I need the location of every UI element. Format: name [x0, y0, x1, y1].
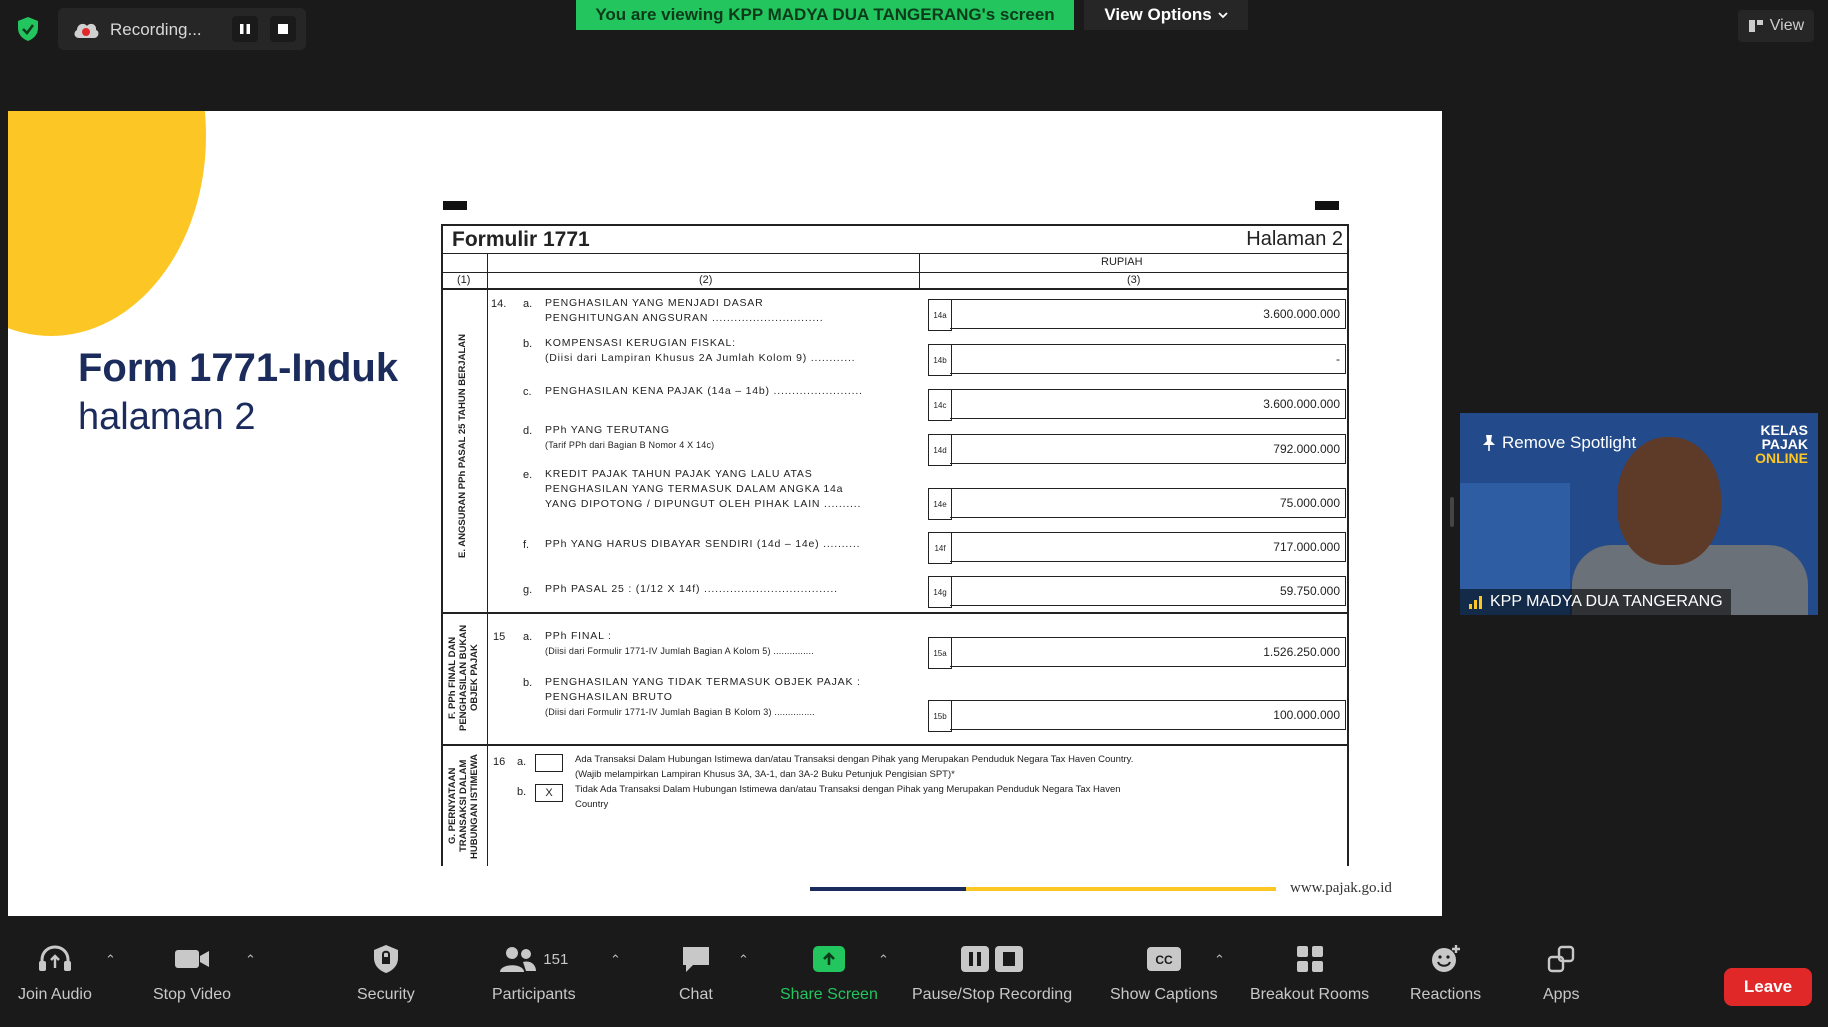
row-14d-line1: PPh YANG TERUTANG — [545, 424, 670, 436]
code-14f: 14f — [928, 532, 952, 564]
breakout-rooms-label: Breakout Rooms — [1250, 986, 1370, 1003]
view-options-label: View Options — [1104, 5, 1212, 24]
reactions-button[interactable] — [1410, 940, 1481, 1004]
value-14a: 3.600.000.000 — [950, 299, 1346, 329]
value-15b: 100.000.000 — [950, 700, 1346, 730]
panel-resize-handle[interactable] — [1450, 497, 1454, 527]
row-letter: a. — [517, 756, 527, 768]
audio-options-caret[interactable]: ⌃ — [105, 952, 116, 967]
row-number: 14. — [491, 298, 507, 310]
leave-button[interactable] — [1724, 968, 1812, 1006]
cloud-recording-icon — [72, 18, 100, 40]
row-16b-line1: Tidak Ada Transaksi Dalam Hubungan Istimewa dan/atau Transaksi dengan Pihak yang Merupakan Penduduk Negara Tax Haven — [575, 784, 1121, 795]
slide-title: Form 1771-Induk — [78, 346, 399, 390]
col-3-label: (3) — [1127, 274, 1141, 286]
row-letter: g. — [523, 584, 533, 596]
row-14e-text — [545, 467, 861, 512]
brand-line-1: KELAS — [1760, 422, 1808, 438]
remove-spotlight-label: Remove Spotlight — [1502, 433, 1637, 452]
chat-label: Chat — [679, 986, 713, 1003]
value-14f: 717.000.000 — [950, 532, 1346, 562]
join-audio-label: Join Audio — [18, 986, 92, 1003]
participants-button[interactable] — [492, 940, 576, 1004]
checkbox-16b: X — [535, 784, 563, 802]
footer-url: www.pajak.go.id — [1290, 880, 1392, 896]
row-14a-line2: PENGHITUNGAN ANGSURAN .............................. — [545, 312, 824, 324]
show-captions-button[interactable] — [1110, 940, 1218, 1004]
apps-icon — [1546, 944, 1576, 974]
recording-indicator — [58, 8, 306, 50]
value-14c: 3.600.000.000 — [950, 389, 1346, 419]
banner-text: You are viewing KPP MADYA DUA TANGERANG's screen — [595, 5, 1055, 24]
code-14b: 14b — [928, 344, 952, 376]
form-page: Halaman 2 — [1246, 228, 1343, 250]
slide-subtitle: halaman 2 — [78, 396, 256, 438]
shield-check-icon[interactable] — [16, 16, 40, 42]
section-divider — [443, 744, 1347, 746]
value-14g: 59.750.000 — [950, 576, 1346, 606]
row-15b-text — [545, 675, 861, 720]
row-16b-text — [575, 782, 1121, 812]
stop-recording-button[interactable] — [270, 16, 296, 42]
form-header — [443, 226, 1347, 254]
registration-mark-left — [443, 201, 467, 210]
section-divider — [443, 612, 1347, 614]
participants-options-caret[interactable]: ⌃ — [610, 952, 621, 967]
row-15a-note: (Diisi dari Formulir 1771-IV Jumlah Bagian A Kolom 5) ............... — [545, 646, 814, 656]
pause-recording-icon — [960, 945, 990, 973]
pin-icon — [1482, 434, 1496, 452]
row-letter: c. — [523, 386, 532, 398]
row-14e-line3: YANG DIPOTONG / DIPUNGUT OLEH PIHAK LAIN .......... — [545, 498, 862, 510]
row-14f-text: PPh YANG HARUS DIBAYAR SENDIRI (14d – 14e) .......... — [545, 538, 861, 550]
footer-progress-bar — [810, 887, 1276, 891]
row-letter: b. — [523, 677, 533, 689]
row-letter: d. — [523, 425, 533, 437]
code-14c: 14c — [928, 389, 952, 421]
breakout-rooms-icon — [1295, 944, 1325, 974]
tax-form — [441, 224, 1349, 866]
headphones-icon — [37, 944, 73, 974]
row-16a-line1: Ada Transaksi Dalam Hubungan Istimewa dan/atau Transaksi dengan Pihak yang Merupakan Penduduk Negara Tax Haven Country. — [575, 754, 1134, 765]
recording-label: Recording... — [110, 20, 202, 39]
share-screen-button[interactable] — [780, 940, 878, 1004]
remove-spotlight-button[interactable] — [1482, 433, 1636, 453]
participant-name-tag — [1460, 589, 1731, 615]
show-captions-label: Show Captions — [1110, 986, 1218, 1003]
row-14e-line2: PENGHASILAN YANG TERMASUK DALAM ANGKA 14a — [545, 483, 844, 495]
pause-stop-recording-button[interactable] — [912, 940, 1072, 1004]
row-14e-line1: KREDIT PAJAK TAHUN PAJAK YANG LALU ATAS — [545, 468, 813, 480]
row-16a-note: (Wajib melampirkan Lampiran Khusus 3A, 3A-1, dan 3A-2 Buku Petunjuk Pengisian SPT)* — [575, 769, 955, 780]
row-14a-text — [545, 296, 823, 326]
view-button[interactable] — [1738, 10, 1814, 42]
shared-screen — [8, 111, 1442, 916]
chat-bubble-icon — [680, 944, 712, 974]
meeting-toolbar — [0, 930, 1828, 1027]
row-15b-note: (Diisi dari Formulir 1771-IV Jumlah Bagian B Kolom 3) ............... — [545, 707, 815, 717]
row-14g-text: PPh PASAL 25 : (1/12 X 14f) .................................... — [545, 583, 838, 595]
value-14d: 792.000.000 — [950, 434, 1346, 464]
row-14d-note: (Tarif PPh dari Bagian B Nomor 4 X 14c) — [545, 440, 715, 450]
stop-video-label: Stop Video — [153, 986, 231, 1003]
col-1-label: (1) — [457, 274, 471, 286]
row-15b-line2: PENGHASILAN BRUTO — [545, 691, 673, 703]
participant-name: KPP MADYA DUA TANGERANG — [1490, 593, 1723, 610]
svg-text:CC: CC — [1155, 953, 1173, 967]
row-letter: b. — [517, 786, 527, 798]
value-14b: - — [950, 344, 1346, 374]
row-14b-line1: KOMPENSASI KERUGIAN FISKAL: — [545, 337, 736, 349]
security-button[interactable] — [357, 940, 415, 1004]
captions-icon — [1146, 945, 1182, 973]
captions-options-caret[interactable]: ⌃ — [1214, 952, 1225, 967]
pause-stop-recording-label: Pause/Stop Recording — [912, 986, 1073, 1003]
participants-icon — [499, 945, 537, 973]
code-14g: 14g — [928, 576, 952, 608]
row-16b-line2: Country — [575, 799, 609, 810]
kelas-pajak-logo — [1755, 423, 1808, 465]
stop-icon — [277, 23, 289, 35]
rupiah-header-row — [443, 253, 1347, 273]
breakout-rooms-button[interactable] — [1250, 940, 1369, 1004]
code-14a: 14a — [928, 299, 952, 331]
share-screen-label: Share Screen — [780, 986, 878, 1003]
apps-label: Apps — [1543, 986, 1580, 1003]
chat-options-caret[interactable]: ⌃ — [738, 952, 749, 967]
viewing-screen-banner — [576, 0, 1074, 30]
row-letter: a. — [523, 298, 533, 310]
smiley-plus-icon — [1430, 943, 1462, 975]
stop-recording-icon — [994, 945, 1024, 973]
col-2-label: (2) — [699, 274, 713, 286]
video-camera-icon — [173, 946, 211, 972]
participants-count: 151 — [543, 950, 569, 968]
speaker-head — [1617, 437, 1721, 565]
reactions-label: Reactions — [1410, 986, 1482, 1003]
leave-label: Leave — [1743, 977, 1793, 996]
value-14e: 75.000.000 — [950, 488, 1346, 518]
row-15b-line1: PENGHASILAN YANG TIDAK TERMASUK OBJEK PAJAK : — [545, 676, 861, 688]
row-letter: a. — [523, 631, 533, 643]
view-layout-icon — [1748, 19, 1764, 33]
value-15a: 1.526.250.000 — [950, 637, 1346, 667]
checkbox-16a — [535, 754, 563, 772]
code-15b: 15b — [928, 700, 952, 732]
view-label: View — [1769, 17, 1805, 34]
signal-bars-icon — [1468, 595, 1484, 609]
code-14d: 14d — [928, 434, 952, 466]
row-number: 15 — [493, 631, 506, 643]
row-16a-text — [575, 752, 1133, 782]
pause-icon — [239, 23, 251, 35]
decorative-yellow-circle — [8, 111, 206, 336]
row-letter: e. — [523, 469, 533, 481]
section-f-label: F. PPh FINAL DAN PENGHASILAN BUKAN OBJEK PAJAK — [447, 624, 480, 732]
apps-button[interactable] — [1543, 940, 1579, 1004]
section-g-label: G. PERNYATAAN TRANSAKSI DALAM HUBUNGAN ISTIMEWA — [447, 753, 480, 859]
spotlight-video-tile[interactable] — [1460, 413, 1818, 615]
rupiah-label: RUPIAH — [1101, 256, 1143, 268]
participants-label: Participants — [492, 986, 576, 1003]
top-bar — [0, 0, 1828, 60]
view-options-button[interactable] — [1084, 0, 1248, 30]
row-14b-text — [545, 336, 855, 366]
section-e-label: E. ANGSURAN PPh PASAL 25 TAHUN BERJALAN — [457, 334, 468, 558]
form-divider — [487, 253, 488, 866]
row-14a-line1: PENGHASILAN YANG MENJADI DASAR — [545, 297, 764, 309]
join-audio-button[interactable] — [18, 940, 92, 1004]
brand-line-2: PAJAK — [1761, 436, 1808, 452]
chevron-down-icon — [1218, 11, 1228, 19]
row-letter: f. — [523, 539, 530, 551]
column-number-row — [443, 272, 1347, 290]
brand-line-3: ONLINE — [1755, 450, 1808, 466]
share-options-caret[interactable]: ⌃ — [878, 952, 889, 967]
security-shield-icon — [371, 943, 401, 975]
pause-recording-button[interactable] — [232, 16, 258, 42]
row-number: 16 — [493, 756, 506, 768]
security-label: Security — [357, 986, 415, 1003]
form-divider — [919, 253, 920, 288]
stop-video-button[interactable] — [153, 940, 231, 1004]
row-14c-text: PENGHASILAN KENA PAJAK (14a – 14b) ........................ — [545, 385, 863, 397]
row-14d-text — [545, 423, 714, 453]
code-15a: 15a — [928, 637, 952, 669]
code-14e: 14e — [928, 488, 952, 520]
video-options-caret[interactable]: ⌃ — [245, 952, 256, 967]
form-title: Formulir 1771 — [452, 228, 590, 251]
row-15a-line1: PPh FINAL : — [545, 630, 612, 642]
chat-button[interactable] — [679, 940, 713, 1004]
share-screen-icon — [813, 946, 845, 972]
row-letter: b. — [523, 338, 533, 350]
row-15a-text — [545, 629, 814, 659]
row-14b-line2: (Diisi dari Lampiran Khusus 2A Jumlah Kolom 9) ............ — [545, 352, 856, 364]
registration-mark-right — [1315, 201, 1339, 210]
